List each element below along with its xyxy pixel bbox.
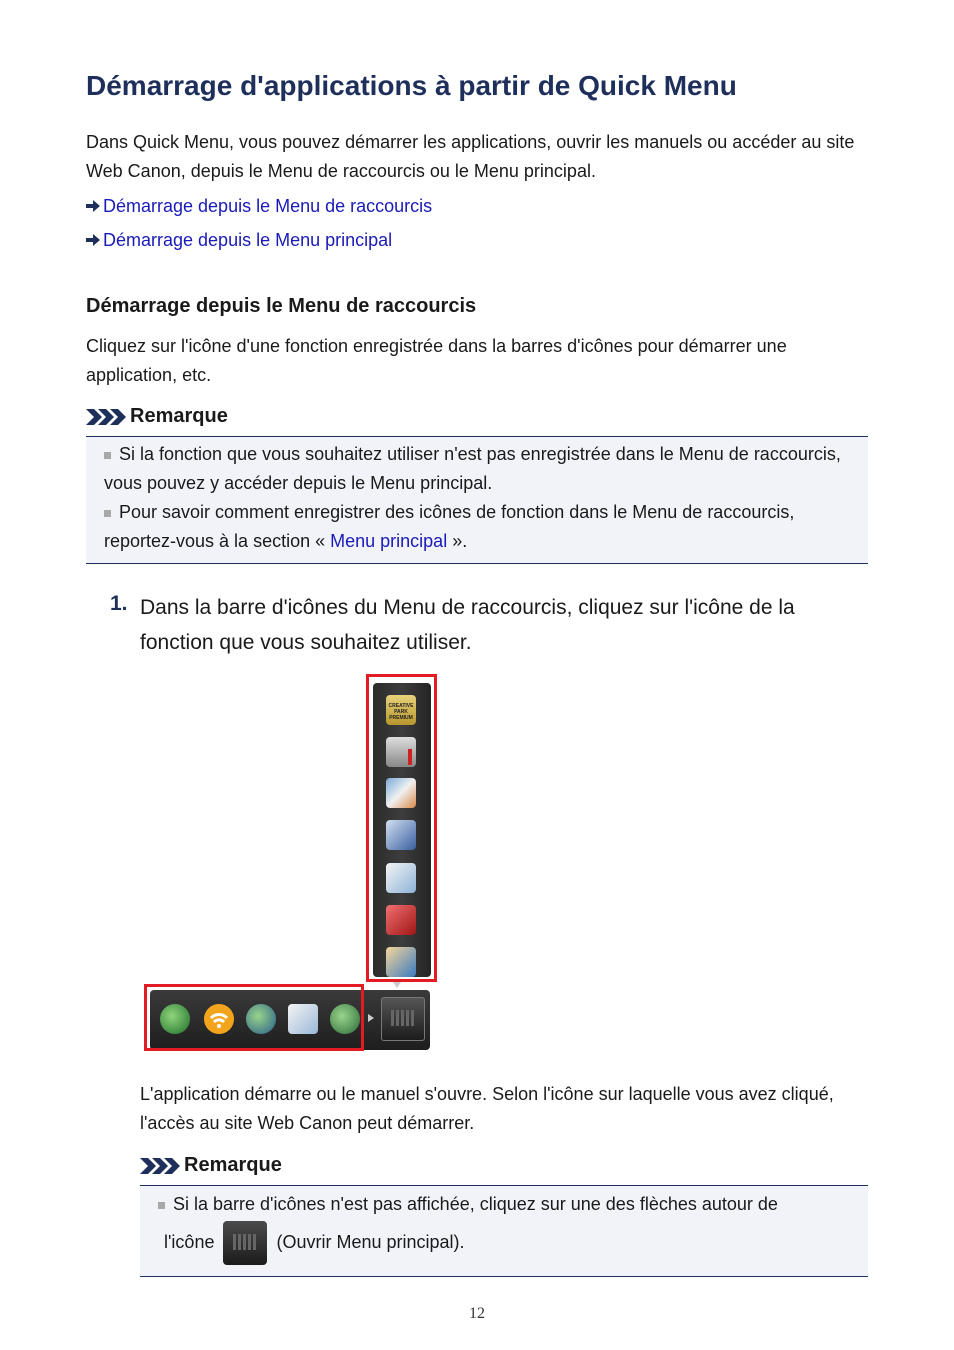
chevrons-icon	[86, 409, 126, 425]
intro-paragraph: Dans Quick Menu, vous pouvez démarrer les applications, ouvrir les manuels ou accéder au site Web Canon, depuis le Menu de raccourcis ou le Menu principal.	[86, 132, 855, 181]
note-item	[104, 498, 854, 556]
chevrons-icon	[140, 1158, 180, 1174]
bullet-icon	[158, 1202, 165, 1209]
result-paragraph: L'application démarre ou le manuel s'ouvre. Selon l'icône sur laquelle vous avez cliqué, l'accès au site Web Canon peut démarrer.	[140, 1084, 834, 1133]
highlight-vertical-bar	[366, 674, 437, 982]
section-paragraph: Cliquez sur l'icône d'une fonction enregistrée dans la barres d'icônes pour démarrer une application, etc.	[86, 336, 787, 385]
highlight-horizontal-bar	[144, 984, 364, 1051]
step-text: Dans la barre d'icônes du Menu de raccourcis, cliquez sur l'icône de la fonction que vous souhaitez utiliser.	[140, 596, 795, 654]
note-item-text: l'icône	[164, 1232, 215, 1252]
arrow-down-small-icon[interactable]	[393, 982, 401, 988]
open-main-menu-button[interactable]	[381, 997, 425, 1041]
note-heading	[140, 1154, 282, 1177]
link-main-menu-label[interactable]: Démarrage depuis le Menu principal	[103, 230, 393, 250]
link-main-menu[interactable]	[86, 228, 392, 252]
note-item-text: Si la barre d'icônes n'est pas affichée, cliquez sur une des flèches autour de	[173, 1194, 778, 1214]
note-item-text: Pour savoir comment enregistrer des icônes de fonction dans le Menu de raccourcis, reportez-vous à la section «	[104, 502, 795, 551]
arrow-right-small-icon[interactable]	[368, 1014, 374, 1022]
note-item-text-end: (Ouvrir Menu principal).	[276, 1232, 465, 1252]
main-menu-icon	[223, 1221, 267, 1265]
step-number: 1.	[110, 592, 128, 615]
page-number: 12	[469, 1305, 485, 1322]
link-main-menu-section[interactable]: Menu principal	[330, 531, 448, 551]
note-item	[158, 1190, 858, 1219]
creative-park-icon-text: CREATIVE PARK PREMIUM	[388, 703, 414, 721]
bullet-icon	[104, 510, 111, 517]
page-title: Démarrage d'applications à partir de Quick Menu	[86, 70, 737, 101]
arrow-right-icon	[86, 200, 100, 212]
link-shortcut-menu[interactable]	[86, 194, 432, 218]
section-heading: Démarrage depuis le Menu de raccourcis	[86, 295, 477, 317]
note-item	[104, 440, 854, 498]
note-heading-label: Remarque	[130, 405, 228, 427]
note-heading-label: Remarque	[184, 1154, 282, 1176]
note-item-text-end: ».	[447, 531, 468, 551]
note-item-line2	[164, 1220, 864, 1265]
link-shortcut-menu-label[interactable]: Démarrage depuis le Menu de raccourcis	[103, 196, 433, 216]
note-item-text: Si la fonction que vous souhaitez utiliser n'est pas enregistrée dans le Menu de raccourcis, vous pouvez y accéder depuis le Menu principal.	[104, 444, 841, 493]
bullet-icon	[104, 452, 111, 459]
note-heading	[86, 405, 228, 428]
arrow-right-icon	[86, 234, 100, 246]
